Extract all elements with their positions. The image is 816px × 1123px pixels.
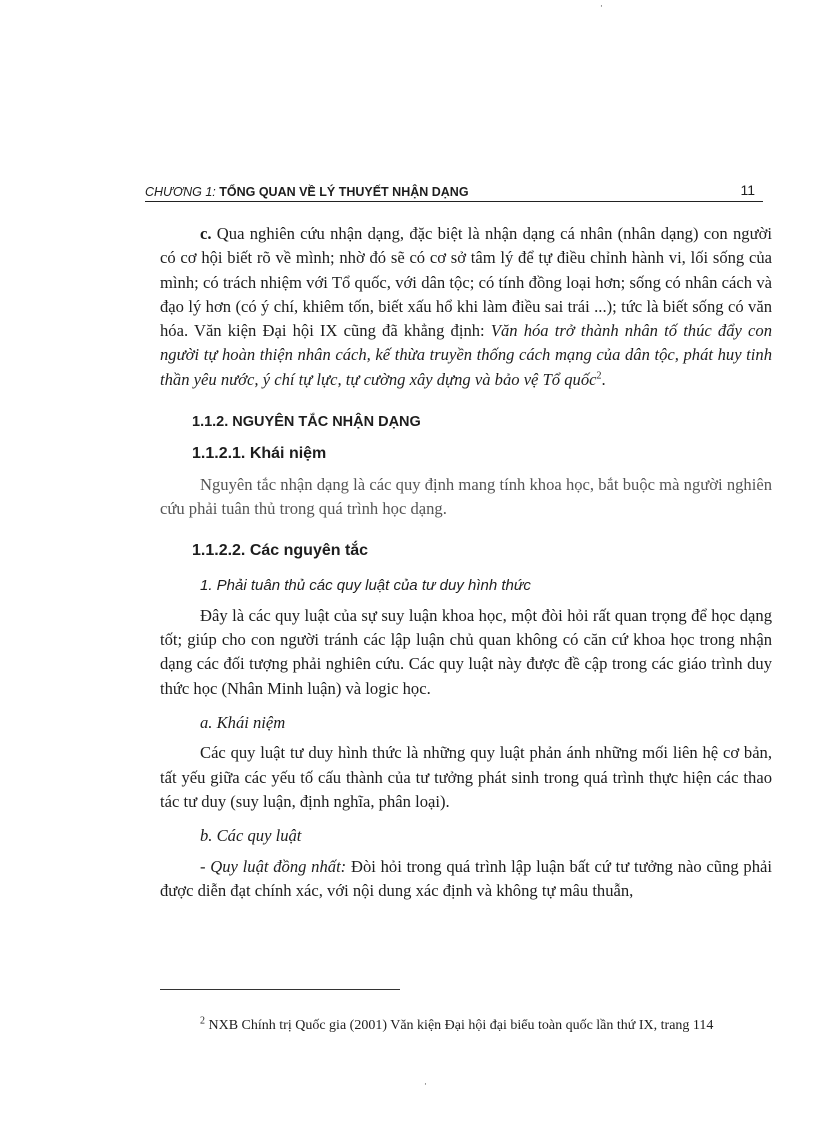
main-text	[160, 222, 772, 903]
quotation: Văn hóa trở thành nhân tố thúc đẩy con người tự hoàn thiện nhân cách, kế thừa truyền thống cách mạng của dân tộc, phát huy tinh thần yêu nước, ý chí tự lực, tự cường xây dựng và bảo vệ Tổ quốc	[160, 321, 772, 389]
subheading-b: b. Các quy luật	[200, 826, 302, 846]
subheading-a: a. Khái niệm	[200, 713, 286, 733]
section-heading-1121: 1.1.2.1. Khái niệm	[192, 445, 327, 463]
chapter-title	[145, 185, 469, 199]
footnote-indent	[160, 1015, 205, 1033]
paragraph-c	[160, 222, 772, 392]
law-text: Đòi hỏi trong quá trình lập luận bất cứ tư tưởng nào cũng phải được diễn đạt chính xác, với nội dung xác định và không tự mâu thuẫn,	[160, 856, 772, 900]
page-number: 11	[740, 182, 755, 198]
footnote-ref: 2	[596, 370, 602, 382]
scan-speck: ·	[600, 2, 603, 12]
law-paragraph	[160, 855, 772, 904]
running-header	[145, 179, 763, 202]
chapter-name: TỔNG QUAN VỀ LÝ THUYẾT NHẬN DẠNG	[215, 185, 469, 199]
definition-paragraph: Nguyên tắc nhận dạng là các quy định mang tính khoa học, bắt buộc mà người nghiên cứu phải tuân thủ trong quá trình học dạng.	[160, 474, 772, 518]
law-name: Quy luật đồng nhất:	[210, 856, 347, 876]
footnote-text: NXB Chính trị Quốc gia (2001) Văn kiện Đại hội đại biểu toàn quốc lần thứ IX, trang 114	[205, 1018, 714, 1033]
law-dash: -	[200, 856, 211, 876]
paragraph-a: Các quy luật tư duy hình thức là những quy luật phản ánh những mối liên hệ cơ bản, tất yếu giữa các yếu tố cấu thành của tư tưởng phát sinh trong quá trình thực hiện các thao tác tư duy (suy luận, định nghĩa, phân loại).	[160, 743, 772, 811]
rule-paragraph-1: Đây là các quy luật của sự suy luận khoa học, một đòi hỏi rất quan trọng để học dạng tốt; giúp cho con người tránh các lập luận chủ quan không có căn cứ khoa học trong nhận dạng các đối tượng phải nghiên cứu. Các quy luật này được đề cập trong các giáo trình duy thức học (Nhân Minh luận) và logic học.	[160, 605, 772, 698]
section-heading-1122: 1.1.2.2. Các nguyên tắc	[192, 542, 369, 560]
footnote-separator	[160, 989, 400, 990]
paragraph-label: c.	[200, 224, 212, 243]
footnote-number: 2	[200, 1015, 205, 1027]
section-heading-112: 1.1.2. NGUYÊN TẮC NHẬN DẠNG	[192, 414, 421, 431]
paragraph-end: .	[601, 369, 606, 389]
footnote	[160, 1011, 772, 1041]
chapter-label: CHƯƠNG 1:	[145, 185, 216, 199]
paragraph-text: Qua nghiên cứu nhận dạng, đặc biệt là nhận dạng cá nhân (nhân dạng) con người có cơ hội biết rõ về mình; nhờ đó sẽ có cơ sở tâm lý để tự điều chỉnh hành vi, lối sống của mình; có trách nhiệm với Tổ quốc, với dân tộc; có tính đồng loại hơn; sống có nhân cách và đạo lý hơn (có ý chí, khiêm tốn, biết xấu hổ khi làm điều sai trái ...); tức là biết sống có văn hóa. Văn kiện Đại hội IX cũng đã khẳng định:	[160, 224, 772, 341]
rule-heading-1: 1. Phải tuân thủ các quy luật của tư duy hình thức	[200, 576, 531, 594]
scan-speck-bottom: ·	[424, 1080, 427, 1090]
